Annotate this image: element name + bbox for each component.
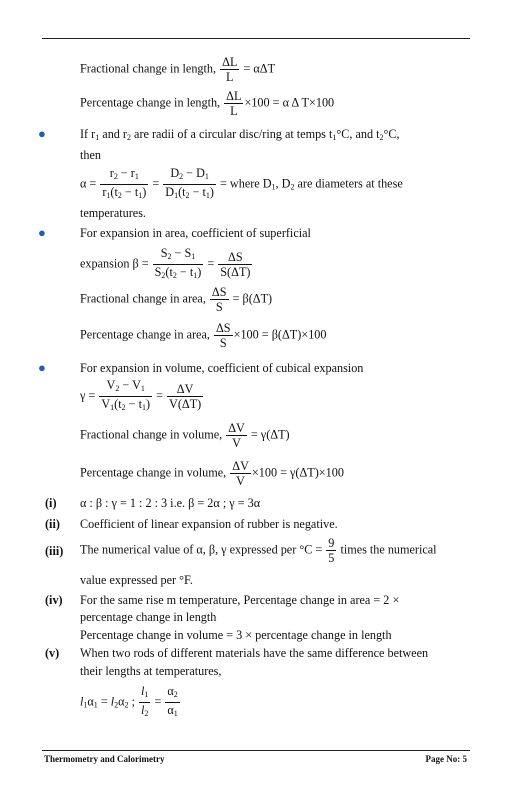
note-iv-cont: percentage change in length (80, 610, 217, 624)
note-ii: Coefficient of linear expansion of rubber is negative. (80, 517, 338, 531)
percentage-length-line: Percentage change in length, $\frac{\Delta L}{L}$ ×100 = α Δ T×100 (80, 89, 335, 118)
footer-rule (42, 750, 470, 751)
bullet-icon: ● (38, 225, 46, 240)
header-rule (42, 38, 470, 39)
note-v-cont: their lengths at temperatures, (80, 664, 222, 678)
label-i: (i) (45, 496, 57, 510)
bullet3-line: For expansion in volume, coefficient of cubical expansion (80, 361, 364, 375)
label-v: (v) (45, 646, 60, 660)
percentage-area-line: Percentage change in area, $\frac{\Delta S}{S}$ ×100 = β(ΔT)×100 (80, 321, 327, 350)
note-i: α : β : γ = 1 : 2 : 3 i.e. β = 2α ; γ = 3α (80, 496, 261, 510)
bullet1-temps: temperatures. (80, 206, 146, 220)
note-iii-cont: value expressed per °F. (80, 573, 193, 587)
alpha-formula: α = $\frac{r_2 - r_1}{r_1(t_2 - t_1)}$ = $\frac{D_2 - D_1}{D_1(t_2 - t_1)}$ = where $D_1$, $D_2$ are diameters at these (80, 166, 403, 200)
bullet2-line: For expansion in area, coefficient of superficial (80, 226, 311, 240)
label-ii: (ii) (45, 517, 60, 531)
fractional-volume-line: Fractional change in volume, $\frac{\Delta V}{V}$ = γ(ΔT) (80, 421, 290, 450)
note-iv: For the same rise m temperature, Percentage change in area = 2 × (80, 593, 400, 607)
page-number: Page No: 5 (425, 754, 467, 764)
fractional-area-line: Fractional change in area, $\frac{\Delta S}{S}$ = β(ΔT) (80, 285, 273, 314)
note-iv-cont2: Percentage change in volume = 3 × percentage change in length (80, 628, 392, 642)
beta-formula: expansion β = $\frac{S_2 - S_1}{S_2(t_2 - t_1)}$ = $\frac{\Delta S}{S(\Delta T)}$ (80, 246, 251, 280)
bullet-icon: ● (38, 126, 46, 141)
percentage-volume-line: Percentage change in volume, $\frac{\Delta V}{V}$ ×100 = γ(ΔT)×100 (80, 459, 344, 488)
footer-title: Thermometry and Calorimetry (44, 754, 165, 764)
gamma-formula: γ = $\frac{V_2 - V_1}{V_1(t_2 - t_1)}$ = $\frac{\Delta V}{V(\Delta T)}$ (80, 378, 202, 412)
note-v: When two rods of different materials have the same difference between (80, 646, 429, 660)
bullet1-line: If $r_1$ and $r_2$ are radii of a circular disc/ring at temps $t_1^\circ C$, and $t_2^\circ C$, (80, 127, 400, 142)
rod-formula: $l_1\alpha_1 = l_2\alpha_2$ ; $\frac{l_1}{l_2}$ = $\frac{\alpha_2}{\alpha_1}$ (80, 684, 178, 718)
label-iv: (iv) (45, 593, 63, 607)
bullet1-then: then (80, 148, 101, 162)
label-iii: (iii) (45, 544, 64, 558)
fractional-length-line: Fractional change in length, $\frac{\Delta L}{L}$ = αΔT (80, 55, 276, 84)
note-iii: The numerical value of α, β, γ expressed per °C = $\frac{9}{5}$ times the numerical (80, 536, 437, 565)
bullet-icon: ● (38, 360, 46, 375)
